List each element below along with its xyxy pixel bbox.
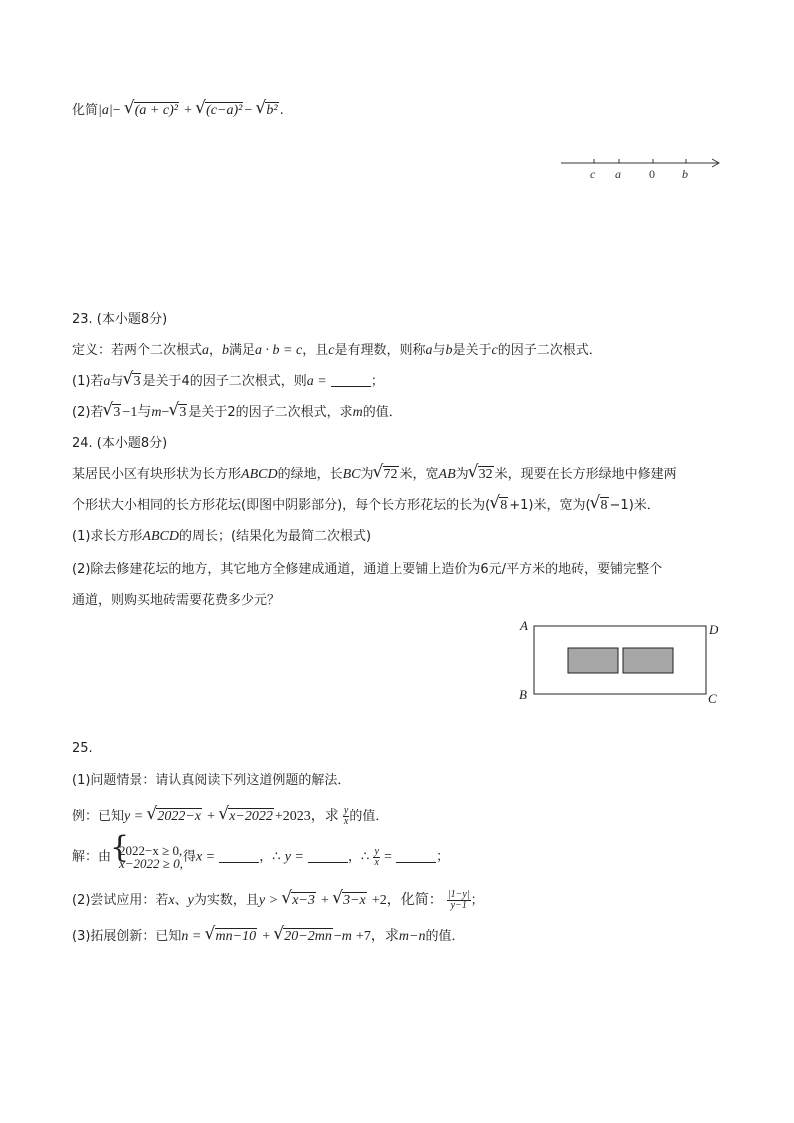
q24-part1: (1)求长方形ABCD的周长；(结果化为最简二次根式) xyxy=(72,529,372,544)
q23-part2: (2)若√ 3 −1与m−√ 3 是关于2的因子二次根式，求m的值． xyxy=(72,403,402,423)
q25-part1: (1)问题情景：请认真阅读下列这道例题的解法． xyxy=(72,773,351,788)
q23-header: 23. (本小题8分) xyxy=(72,312,168,327)
number-line-label-0: 0 xyxy=(649,167,655,181)
sqrt-b-squared: √ b² xyxy=(256,101,278,121)
sqrt-c-minus-a-squared: √ (c−a)² xyxy=(196,101,243,121)
q25-solution: 解：由 { 2022−x ≥ 0, x−2022 ≥ 0, 得x = ，∴ y = ，∴ $\frac{y}{x}$ = ； xyxy=(72,844,449,870)
answer-blank-x[interactable] xyxy=(219,848,259,863)
q24-part2-line2: 通道，则购买地砖需要花费多少元？ xyxy=(72,593,281,608)
number-line-label-c: c xyxy=(590,167,596,181)
rectangle-abcd-figure xyxy=(516,616,726,708)
q24-text-line1: 某居民小区有块形状为长方形ABCD的绿地，长BC为√ 72 米，宽AB为√ 32 米，现要在长方形绿地中修建两 xyxy=(72,465,677,485)
q25-header: 25. xyxy=(72,741,93,756)
q23-part1: (1)若a与√ 3 是关于4的因子二次根式，则a = ； xyxy=(72,372,384,392)
q24-text-line2: 个形状大小相同的长方形花坛(即图中阴影部分)，每个长方形花坛的长为(√ 8 +1)米，宽为(√ 8 −1)米． xyxy=(72,496,660,516)
vertex-label-a: A xyxy=(520,618,528,633)
answer-blank-ratio[interactable] xyxy=(396,848,436,863)
number-line-label-b: b xyxy=(682,167,688,181)
vertex-label-b: B xyxy=(519,687,527,702)
q22-expression: 化简|a|− √ (a + c)² + √ (c−a)² − √ b² . xyxy=(72,101,284,121)
answer-blank-y[interactable] xyxy=(308,848,348,863)
q25-part2: (2)尝试应用：若x、y为实数，且y > √ x−3 + √ 3−x +2，化简： $\frac{|1-y|}{y-1}$ ； xyxy=(72,890,484,911)
q23-definition: 定义：若两个二次根式a，b满足a · b = c，且c是有理数，则称a与b是关于c的因子二次根式． xyxy=(72,343,602,358)
number-line-label-a: a xyxy=(615,167,621,181)
vertex-label-d: D xyxy=(709,622,719,637)
number-line-figure xyxy=(556,152,726,184)
q24-part2-line1: (2)除去修建花坛的地方，其它地方全修建成通道，通道上要铺上造价为6元/平方米的地砖，要铺完整个 xyxy=(72,562,663,577)
flower-bed-left xyxy=(568,648,618,673)
q25-example: 例：已知y = √ 2022−x + √ x−2022 +2023，求 $\frac{y}{x}$ 的值． xyxy=(72,806,388,827)
inequality-system: { 2022−x ≥ 0, x−2022 ≥ 0, xyxy=(111,844,183,870)
q25-part3: (3)拓展创新：已知n = √ mn−10 + √ 20−2mn −m +7，求m−n的值． xyxy=(72,927,464,947)
rectangle-abcd xyxy=(534,626,706,694)
answer-blank[interactable] xyxy=(331,372,371,387)
q24-header: 24. (本小题8分) xyxy=(72,436,168,451)
flower-bed-right xyxy=(623,648,673,673)
vertex-label-c: C xyxy=(708,691,717,706)
sqrt-a-plus-c-squared: √ (a + c)² xyxy=(125,101,179,121)
